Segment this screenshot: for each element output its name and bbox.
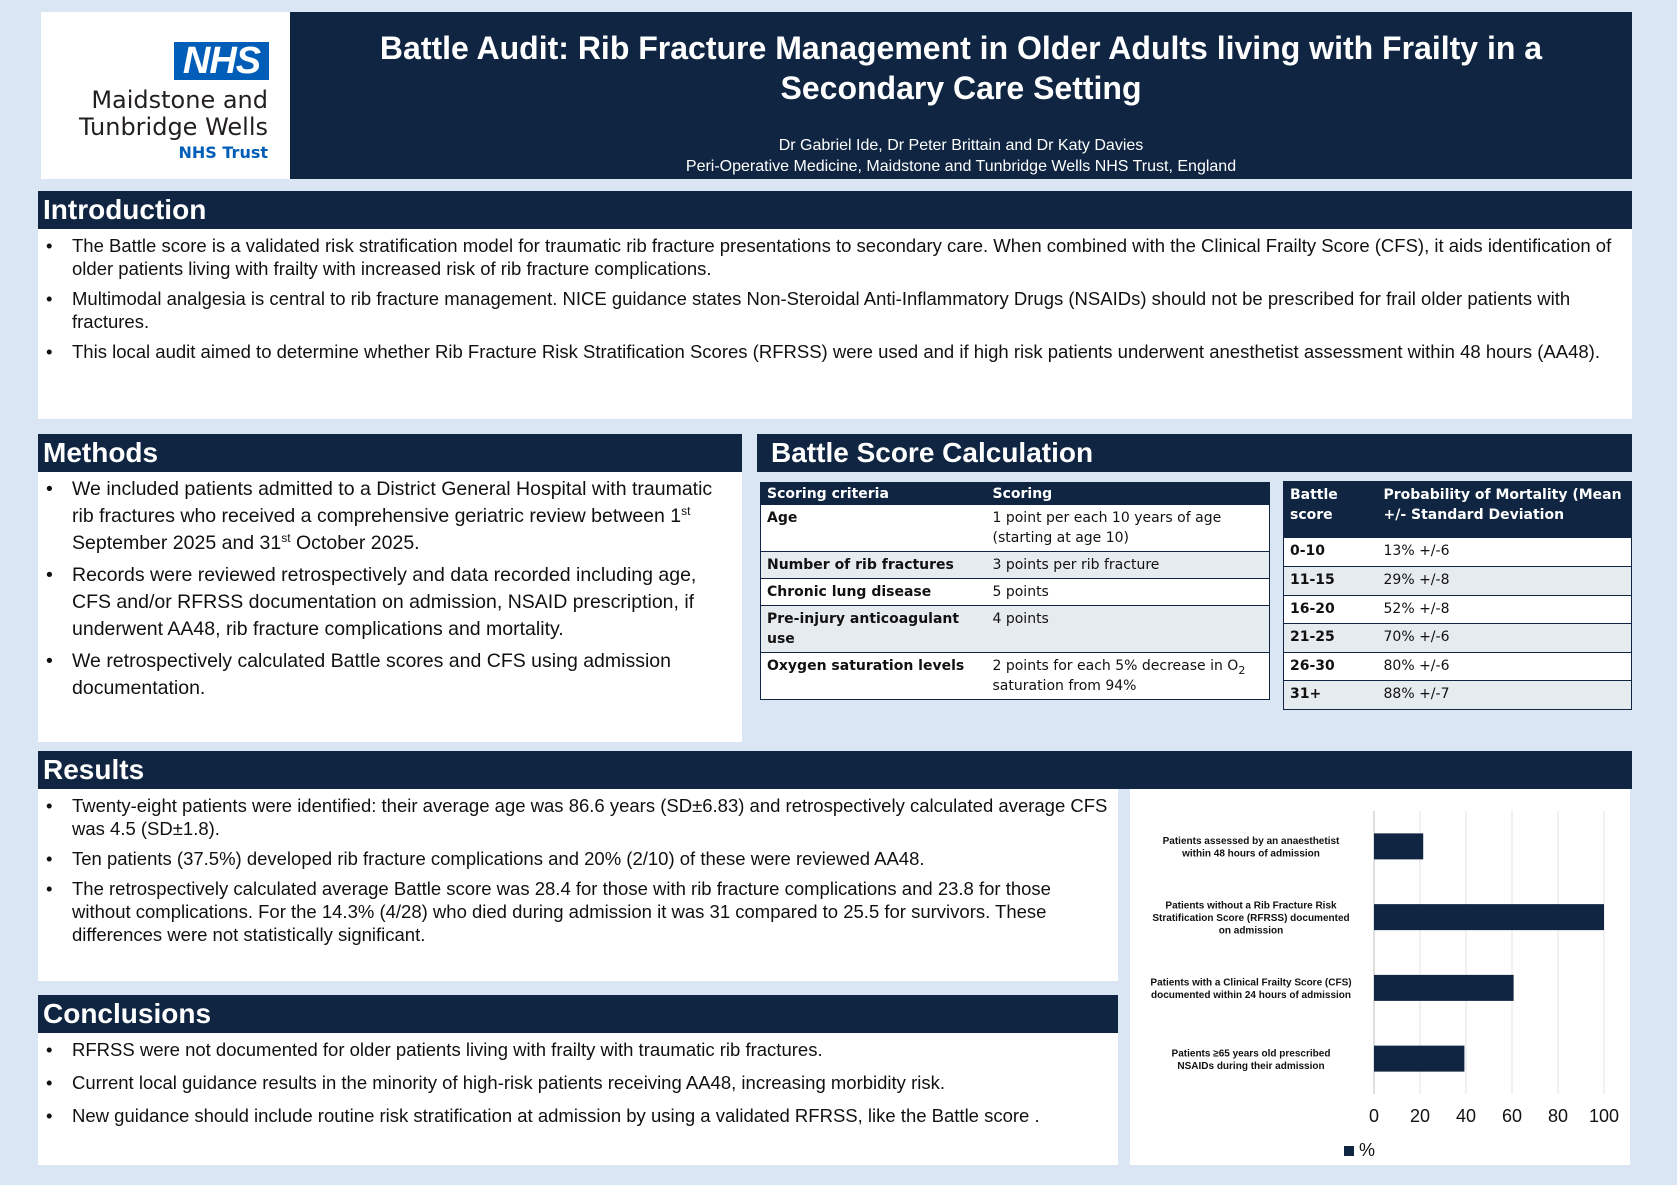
methods-section	[38, 472, 742, 742]
table-cell: 13% +/-6	[1378, 538, 1632, 567]
chart-bar	[1374, 975, 1514, 1001]
list-item: • Records were reviewed retrospectively and data recorded including age, CFS and/or RFRSS documentation on admission, NSAID prescription, if underwent AA48, rib fracture complications and mortality.	[42, 562, 736, 643]
chart-bar	[1374, 1046, 1464, 1072]
category-label: Patients ≥65 years old prescribed	[1171, 1048, 1331, 1060]
chart-svg	[1130, 789, 1630, 1165]
table-cell: 3 points per rib fracture	[987, 552, 1270, 579]
category-label: Patients without a Rib Fracture Risk	[1165, 900, 1337, 912]
list-item: • This local audit aimed to determine whether Rib Fracture Risk Stratification Scores (RFRSS) were used and if high risk patients underwent anesthetist assessment within 48 hours (AA48).	[42, 340, 1624, 363]
list-item: • We retrospectively calculated Battle scores and CFS using admission documentation.	[42, 648, 736, 702]
mortality-table	[1283, 481, 1632, 710]
logo-trust-name-line1: Maidstone and	[91, 86, 268, 114]
table-row	[1284, 652, 1632, 681]
list-item: • Multimodal analgesia is central to rib fracture management. NICE guidance states Non-Steroidal Anti-Inflammatory Drugs (NSAIDs) should not be prescribed for frail older patients with fractures.	[42, 287, 1624, 333]
battle-score-heading: Battle Score Calculation	[757, 434, 1632, 472]
x-tick-label: 100	[1588, 1106, 1620, 1126]
table-row	[761, 606, 1270, 653]
table-cell: 11-15	[1284, 567, 1378, 596]
table-header: Battle score	[1284, 482, 1378, 539]
table-cell: 21-25	[1284, 624, 1378, 653]
table-row	[1284, 567, 1632, 596]
table-cell: Age	[761, 505, 987, 552]
table-header: Scoring	[987, 483, 1270, 506]
results-heading: Results	[38, 751, 1632, 789]
table-cell: Oxygen saturation levels	[761, 653, 987, 700]
list-item: • The retrospectively calculated average Battle score was 28.4 for those with rib fracture complications and 23.8 for those without complications. For the 14.3% (4/28) who died during admission it was 31 compared to 25.5 for survivors. These differences were not statistically significant.	[42, 877, 1112, 946]
chart-bar	[1374, 833, 1423, 859]
table-header: Probability of Mortality (Mean +/- Standard Deviation	[1378, 482, 1632, 539]
table-cell: 31+	[1284, 681, 1378, 710]
table-row	[1284, 538, 1632, 567]
category-label: on admission	[1218, 925, 1284, 937]
list-item: • RFRSS were not documented for older patients living with frailty with traumatic rib fractures.	[42, 1038, 1112, 1061]
nhs-logo	[41, 12, 290, 179]
table-cell: Chronic lung disease	[761, 579, 987, 606]
category-label: NSAIDs during their admission	[1177, 1060, 1325, 1072]
scoring-criteria-table	[760, 482, 1270, 700]
logo-trust-name-line3: NHS Trust	[178, 143, 268, 162]
logo-trust-name-line2: Tunbridge Wells	[79, 113, 268, 141]
x-tick-label: 60	[1501, 1106, 1523, 1126]
poster-title	[310, 28, 1612, 108]
x-tick-label: 80	[1547, 1106, 1569, 1126]
x-tick-label: 40	[1455, 1106, 1477, 1126]
introduction-section	[38, 229, 1632, 419]
poster-title-line2: Secondary Care Setting	[780, 70, 1142, 106]
category-label: Patients with a Clinical Frailty Score (CFS)	[1150, 977, 1352, 989]
poster-header	[290, 12, 1632, 179]
legend-swatch	[1344, 1146, 1354, 1156]
table-header: Scoring criteria	[761, 483, 987, 506]
category-label: documented within 24 hours of admission	[1150, 990, 1352, 1002]
nhs-badge: NHS	[174, 42, 269, 80]
table-cell: 52% +/-8	[1378, 595, 1632, 624]
table-cell: 16-20	[1284, 595, 1378, 624]
table-cell: 0-10	[1284, 538, 1378, 567]
chart-bar	[1374, 904, 1604, 930]
results-section	[38, 789, 1118, 981]
x-tick-label: 0	[1368, 1106, 1380, 1126]
table-cell: Number of rib fractures	[761, 552, 987, 579]
introduction-heading: Introduction	[38, 191, 1632, 229]
legend-label: %	[1359, 1140, 1376, 1160]
table-cell: 1 point per each 10 years of age (starting at age 10)	[987, 505, 1270, 552]
category-label: Patients assessed by an anaesthetist	[1162, 836, 1340, 848]
methods-bullets	[38, 472, 742, 702]
table-cell: 88% +/-7	[1378, 681, 1632, 710]
table-row	[761, 505, 1270, 552]
table-row	[761, 653, 1270, 700]
conclusions-section	[38, 1033, 1118, 1165]
list-item: • We included patients admitted to a District General Hospital with traumatic rib fractures who received a comprehensive geriatric review between 1st September 2025 and 31st October 2025.	[42, 476, 736, 557]
list-item: • New guidance should include routine risk stratification at admission by using a validated RFRSS, like the Battle score .	[42, 1104, 1112, 1127]
introduction-bullets	[38, 229, 1632, 363]
authors: Dr Gabriel Ide, Dr Peter Brittain and Dr Katy Davies	[778, 137, 1144, 154]
table-row	[1284, 681, 1632, 710]
table-cell: 2 points for each 5% decrease in $O_2$ saturation from 94%	[987, 653, 1270, 700]
methods-heading: Methods	[38, 434, 742, 472]
x-tick-label: 20	[1409, 1106, 1431, 1126]
list-item: • Ten patients (37.5%) developed rib fracture complications and 20% (2/10) of these were reviewed AA48.	[42, 847, 1112, 870]
list-item: • The Battle score is a validated risk stratification model for traumatic rib fracture presentations to secondary care. When combined with the Clinical Frailty Score (CFS), it aids identification of older patients living with frailty with increased risk of rib fracture complications.	[42, 234, 1624, 280]
table-cell: 80% +/-6	[1378, 652, 1632, 681]
table-cell: 29% +/-8	[1378, 567, 1632, 596]
table-row	[1284, 595, 1632, 624]
affiliation: Peri-Operative Medicine, Maidstone and Tunbridge Wells NHS Trust, England	[685, 158, 1237, 175]
table-row	[761, 552, 1270, 579]
table-cell: 5 points	[987, 579, 1270, 606]
table-row	[761, 579, 1270, 606]
category-label: Stratification Score (RFRSS) documented	[1152, 913, 1350, 925]
list-item: • Current local guidance results in the minority of high-risk patients receiving AA48, increasing morbidity risk.	[42, 1071, 1112, 1094]
table-row	[1284, 624, 1632, 653]
results-bullets	[38, 789, 1118, 946]
table-cell: Pre-injury anticoagulant use	[761, 606, 987, 653]
table-cell: 26-30	[1284, 652, 1378, 681]
table-cell: 70% +/-6	[1378, 624, 1632, 653]
poster-title-line1: Battle Audit: Rib Fracture Management in Older Adults living with Frailty in a	[379, 30, 1543, 66]
table-cell: 4 points	[987, 606, 1270, 653]
category-label: within 48 hours of admission	[1182, 848, 1320, 860]
conclusions-bullets	[38, 1033, 1118, 1127]
results-bar-chart	[1130, 789, 1630, 1165]
list-item: • Twenty-eight patients were identified: their average age was 86.6 years (SD±6.83) and retrospectively calculated average CFS was 4.5 (SD±1.8).	[42, 794, 1112, 840]
conclusions-heading: Conclusions	[38, 995, 1118, 1033]
